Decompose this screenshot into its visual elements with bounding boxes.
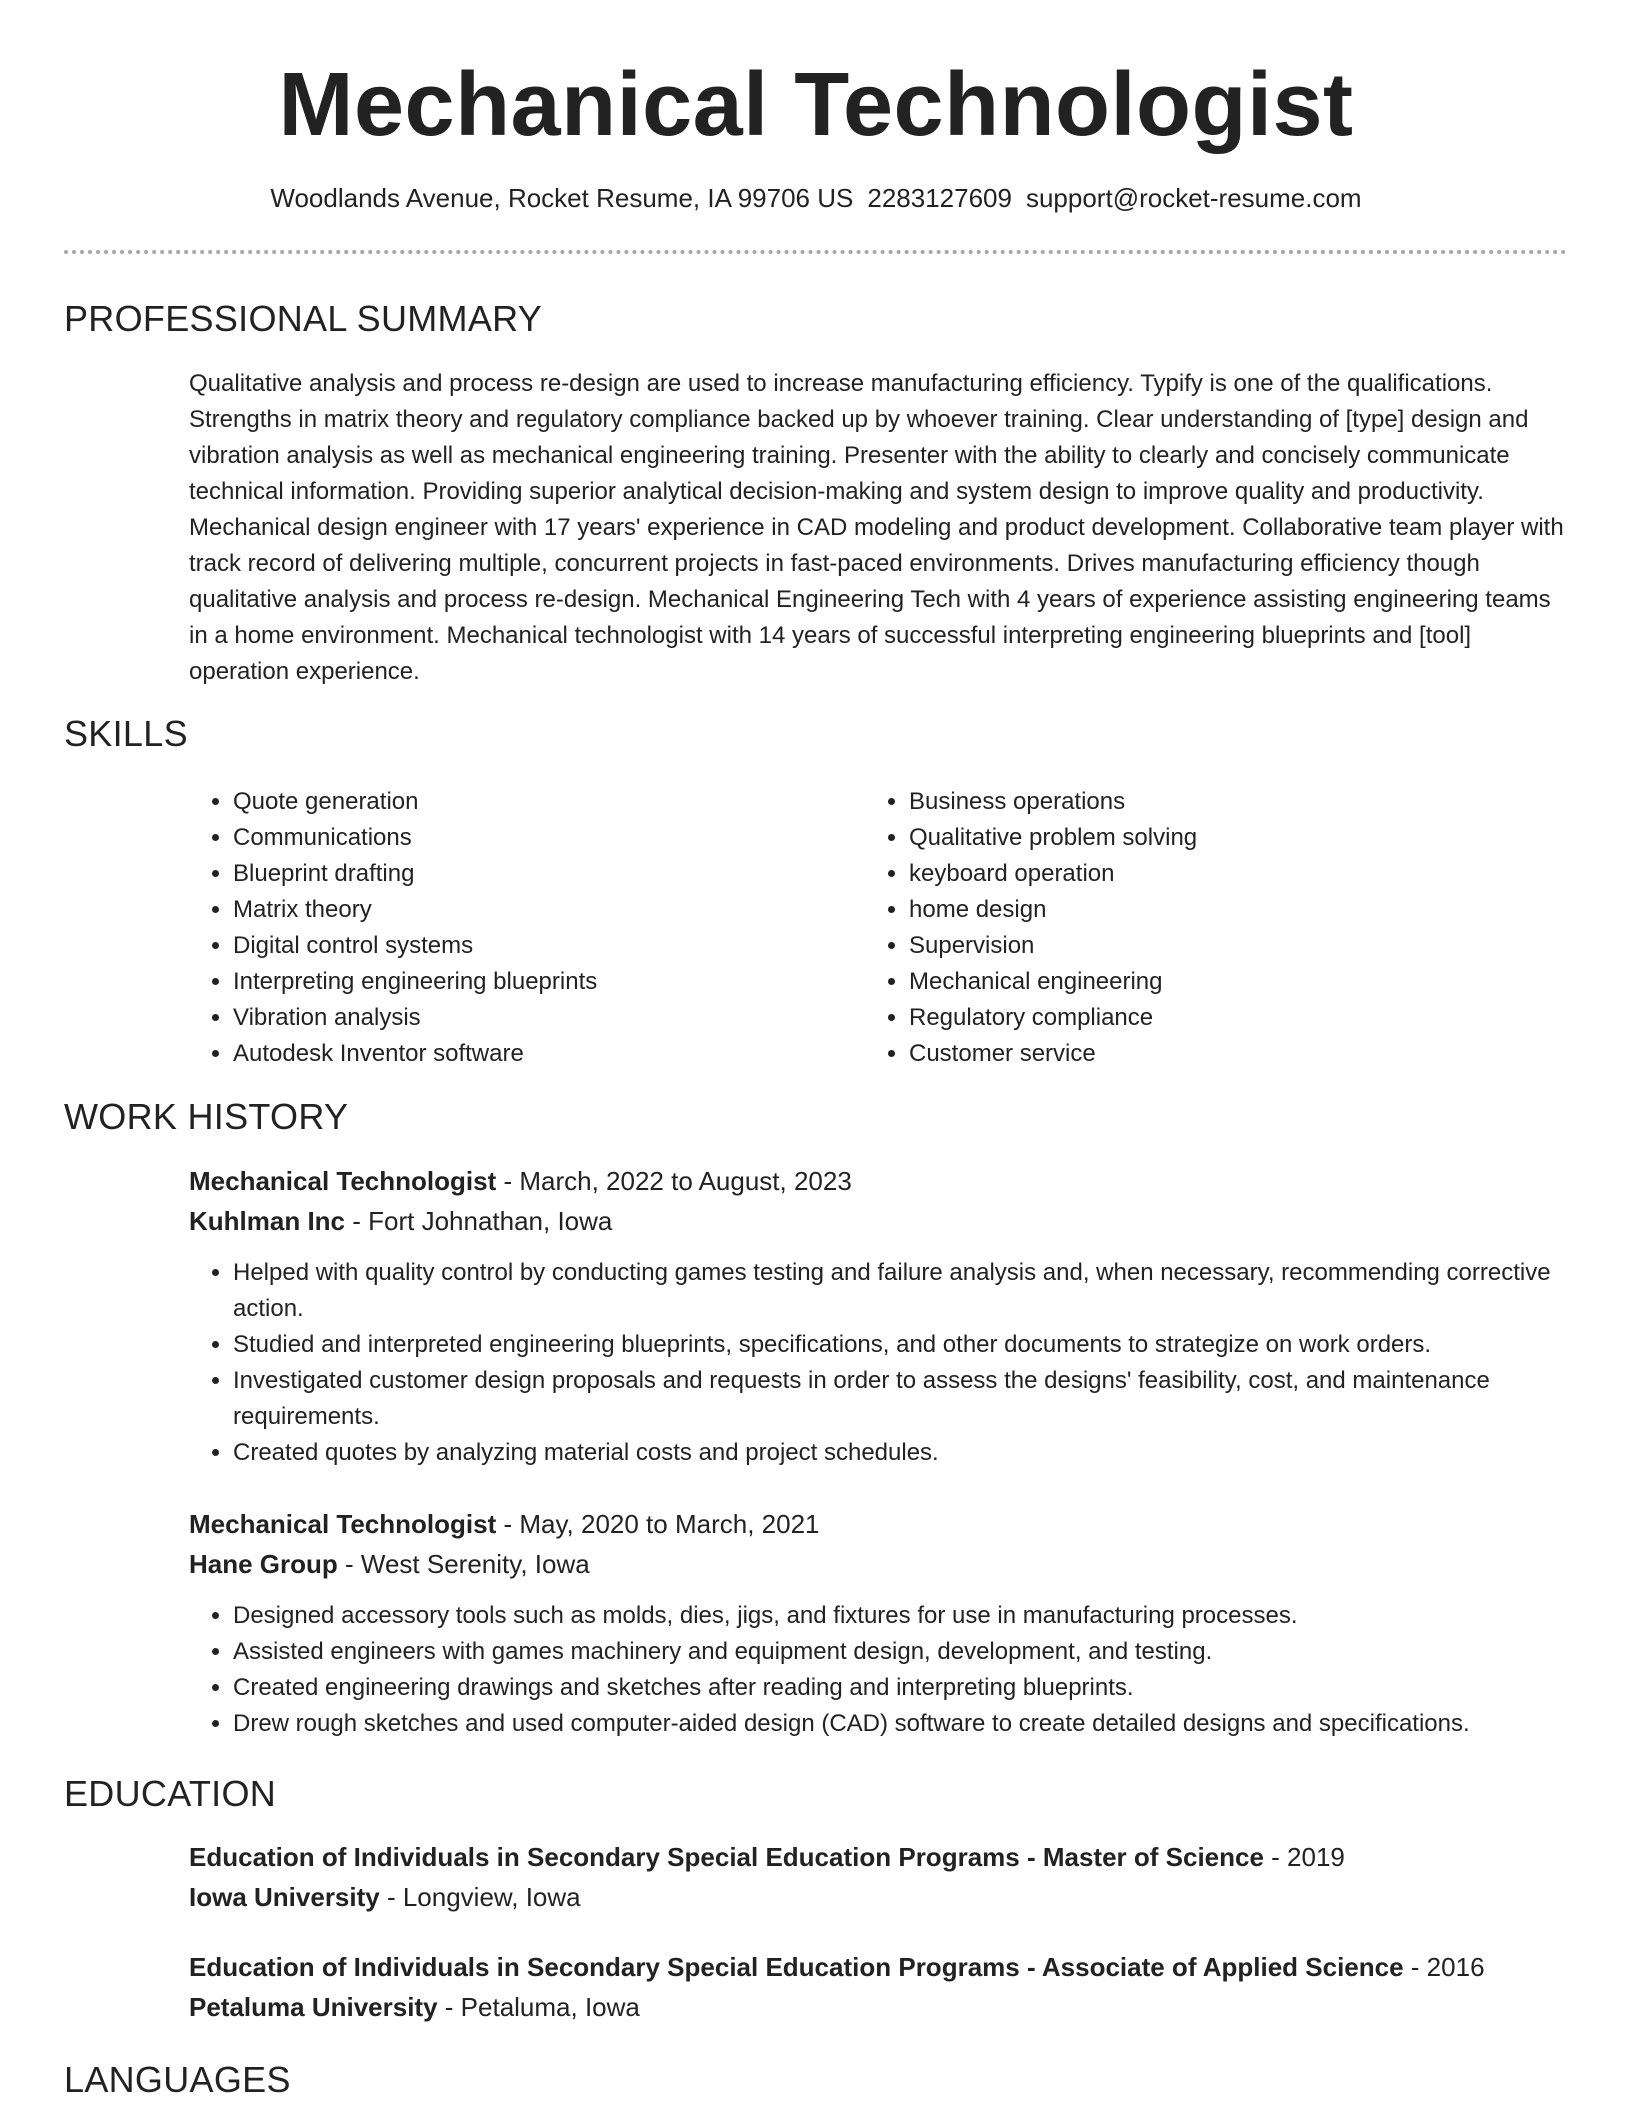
skill-item: • Mechanical engineering <box>909 964 1529 1000</box>
job-bullet: • Helped with quality control by conducting games testing and failure analysis and, when necessary, recommending corrective action. <box>233 1255 1623 1327</box>
skill-item: • Vibration analysis <box>233 1000 853 1036</box>
job-title-line <box>189 1162 852 1200</box>
job-location: - Fort Johnathan, Iowa <box>345 1206 613 1236</box>
education-degree: Education of Individuals in Secondary Special Education Programs - Associate of Applied Science <box>189 1952 1404 1982</box>
skill-item: • Business operations <box>909 784 1529 820</box>
education-year: - 2019 <box>1263 1842 1345 1872</box>
skills-list-right <box>865 784 1529 1072</box>
skill-item: • Regulatory compliance <box>909 1000 1529 1036</box>
contact-line <box>0 180 1632 216</box>
skill-item: • Customer service <box>909 1036 1529 1072</box>
education-year: - 2016 <box>1403 1952 1485 1982</box>
job-bullets <box>189 1255 1623 1471</box>
job-location: - West Serenity, Iowa <box>337 1549 590 1579</box>
skill-item: • keyboard operation <box>909 856 1529 892</box>
job-bullet: • Drew rough sketches and used computer-aided design (CAD) software to create detailed designs and specifications. <box>233 1706 1623 1742</box>
education-degree: Education of Individuals in Secondary Special Education Programs - Master of Science <box>189 1842 1264 1872</box>
skill-item: • Autodesk Inventor software <box>233 1036 853 1072</box>
skills-heading: SKILLS <box>64 713 188 754</box>
contact-phone: 2283127609 <box>867 183 1012 213</box>
skill-item: • Interpreting engineering blueprints <box>233 964 853 1000</box>
skill-item: • Digital control systems <box>233 928 853 964</box>
education-school: Iowa University <box>189 1882 380 1912</box>
job-bullet: • Created quotes by analyzing material costs and project schedules. <box>233 1435 1623 1471</box>
job-company-line <box>189 1545 590 1583</box>
job-dates: - May, 2020 to March, 2021 <box>496 1509 820 1539</box>
job-role: Mechanical Technologist <box>189 1509 497 1539</box>
job-dates: - March, 2022 to August, 2023 <box>496 1166 852 1196</box>
job-company-line <box>189 1202 612 1240</box>
job-bullet: • Created engineering drawings and sketches after reading and interpreting blueprints. <box>233 1670 1623 1706</box>
job-bullet: • Studied and interpreted engineering blueprints, specifications, and other documents to strategize on work orders. <box>233 1327 1623 1363</box>
education-school-line <box>189 1878 581 1916</box>
education-degree-line <box>189 1838 1345 1876</box>
job-bullets <box>189 1598 1623 1742</box>
job-bullet: • Assisted engineers with games machinery and equipment design, development, and testing. <box>233 1634 1623 1670</box>
skills-list-left <box>189 784 853 1072</box>
skill-item: • home design <box>909 892 1529 928</box>
skill-item: • Supervision <box>909 928 1529 964</box>
skill-item: • Communications <box>233 820 853 856</box>
resume-name: Mechanical Technologist <box>278 55 1354 155</box>
job-title-line <box>189 1505 820 1543</box>
skill-item: • Blueprint drafting <box>233 856 853 892</box>
job-company: Hane Group <box>189 1549 338 1579</box>
job-bullet: • Designed accessory tools such as molds, dies, jigs, and fixtures for use in manufacturing processes. <box>233 1598 1623 1634</box>
skill-item: • Matrix theory <box>233 892 853 928</box>
education-degree-line <box>189 1948 1485 1986</box>
languages-heading: LANGUAGES <box>64 2059 291 2100</box>
skill-item: • Quote generation <box>233 784 853 820</box>
job-role: Mechanical Technologist <box>189 1166 497 1196</box>
job-company: Kuhlman Inc <box>189 1206 346 1236</box>
education-heading: EDUCATION <box>64 1773 277 1814</box>
contact-email: support@rocket-resume.com <box>1025 183 1362 213</box>
summary-heading: PROFESSIONAL SUMMARY <box>64 298 543 339</box>
work-heading: WORK HISTORY <box>64 1096 349 1137</box>
education-school: Petaluma University <box>189 1992 438 2022</box>
education-school-line <box>189 1988 640 2026</box>
summary-text: Qualitative analysis and process re-design are used to increase manufacturing efficiency. Typify is one of the qualifications. Strengths in matrix theory and regulatory compliance backed up by whoever training. Clear understanding of [type] design and vibration analysis as well as mechanical engineering training. Presenter with the ability to clearly and concisely communicate technical information. Providing superior analytical decision-making and system design to improve quality and productivity. Mechanical design engineer with 17 years' experience in CAD modeling and product development. Collaborative team player with track record of delivering multiple, concurrent projects in fast-paced environments. Drives manufacturing efficiency though qualitative analysis and process re-design. Mechanical Engineering Tech with 4 years of experience assisting engineering teams in a home environment. Mechanical technologist with 14 years of successful interpreting engineering blueprints and [tool] operation experience. <box>189 370 1564 685</box>
contact-address: Woodlands Avenue, Rocket Resume, IA 99706 US <box>270 183 854 213</box>
job-bullet: • Investigated customer design proposals and requests in order to assess the designs' feasibility, cost, and maintenance requirements. <box>233 1363 1623 1435</box>
header-divider <box>64 250 1567 254</box>
education-location: - Petaluma, Iowa <box>437 1992 640 2022</box>
education-location: - Longview, Iowa <box>379 1882 581 1912</box>
skill-item: • Qualitative problem solving <box>909 820 1529 856</box>
